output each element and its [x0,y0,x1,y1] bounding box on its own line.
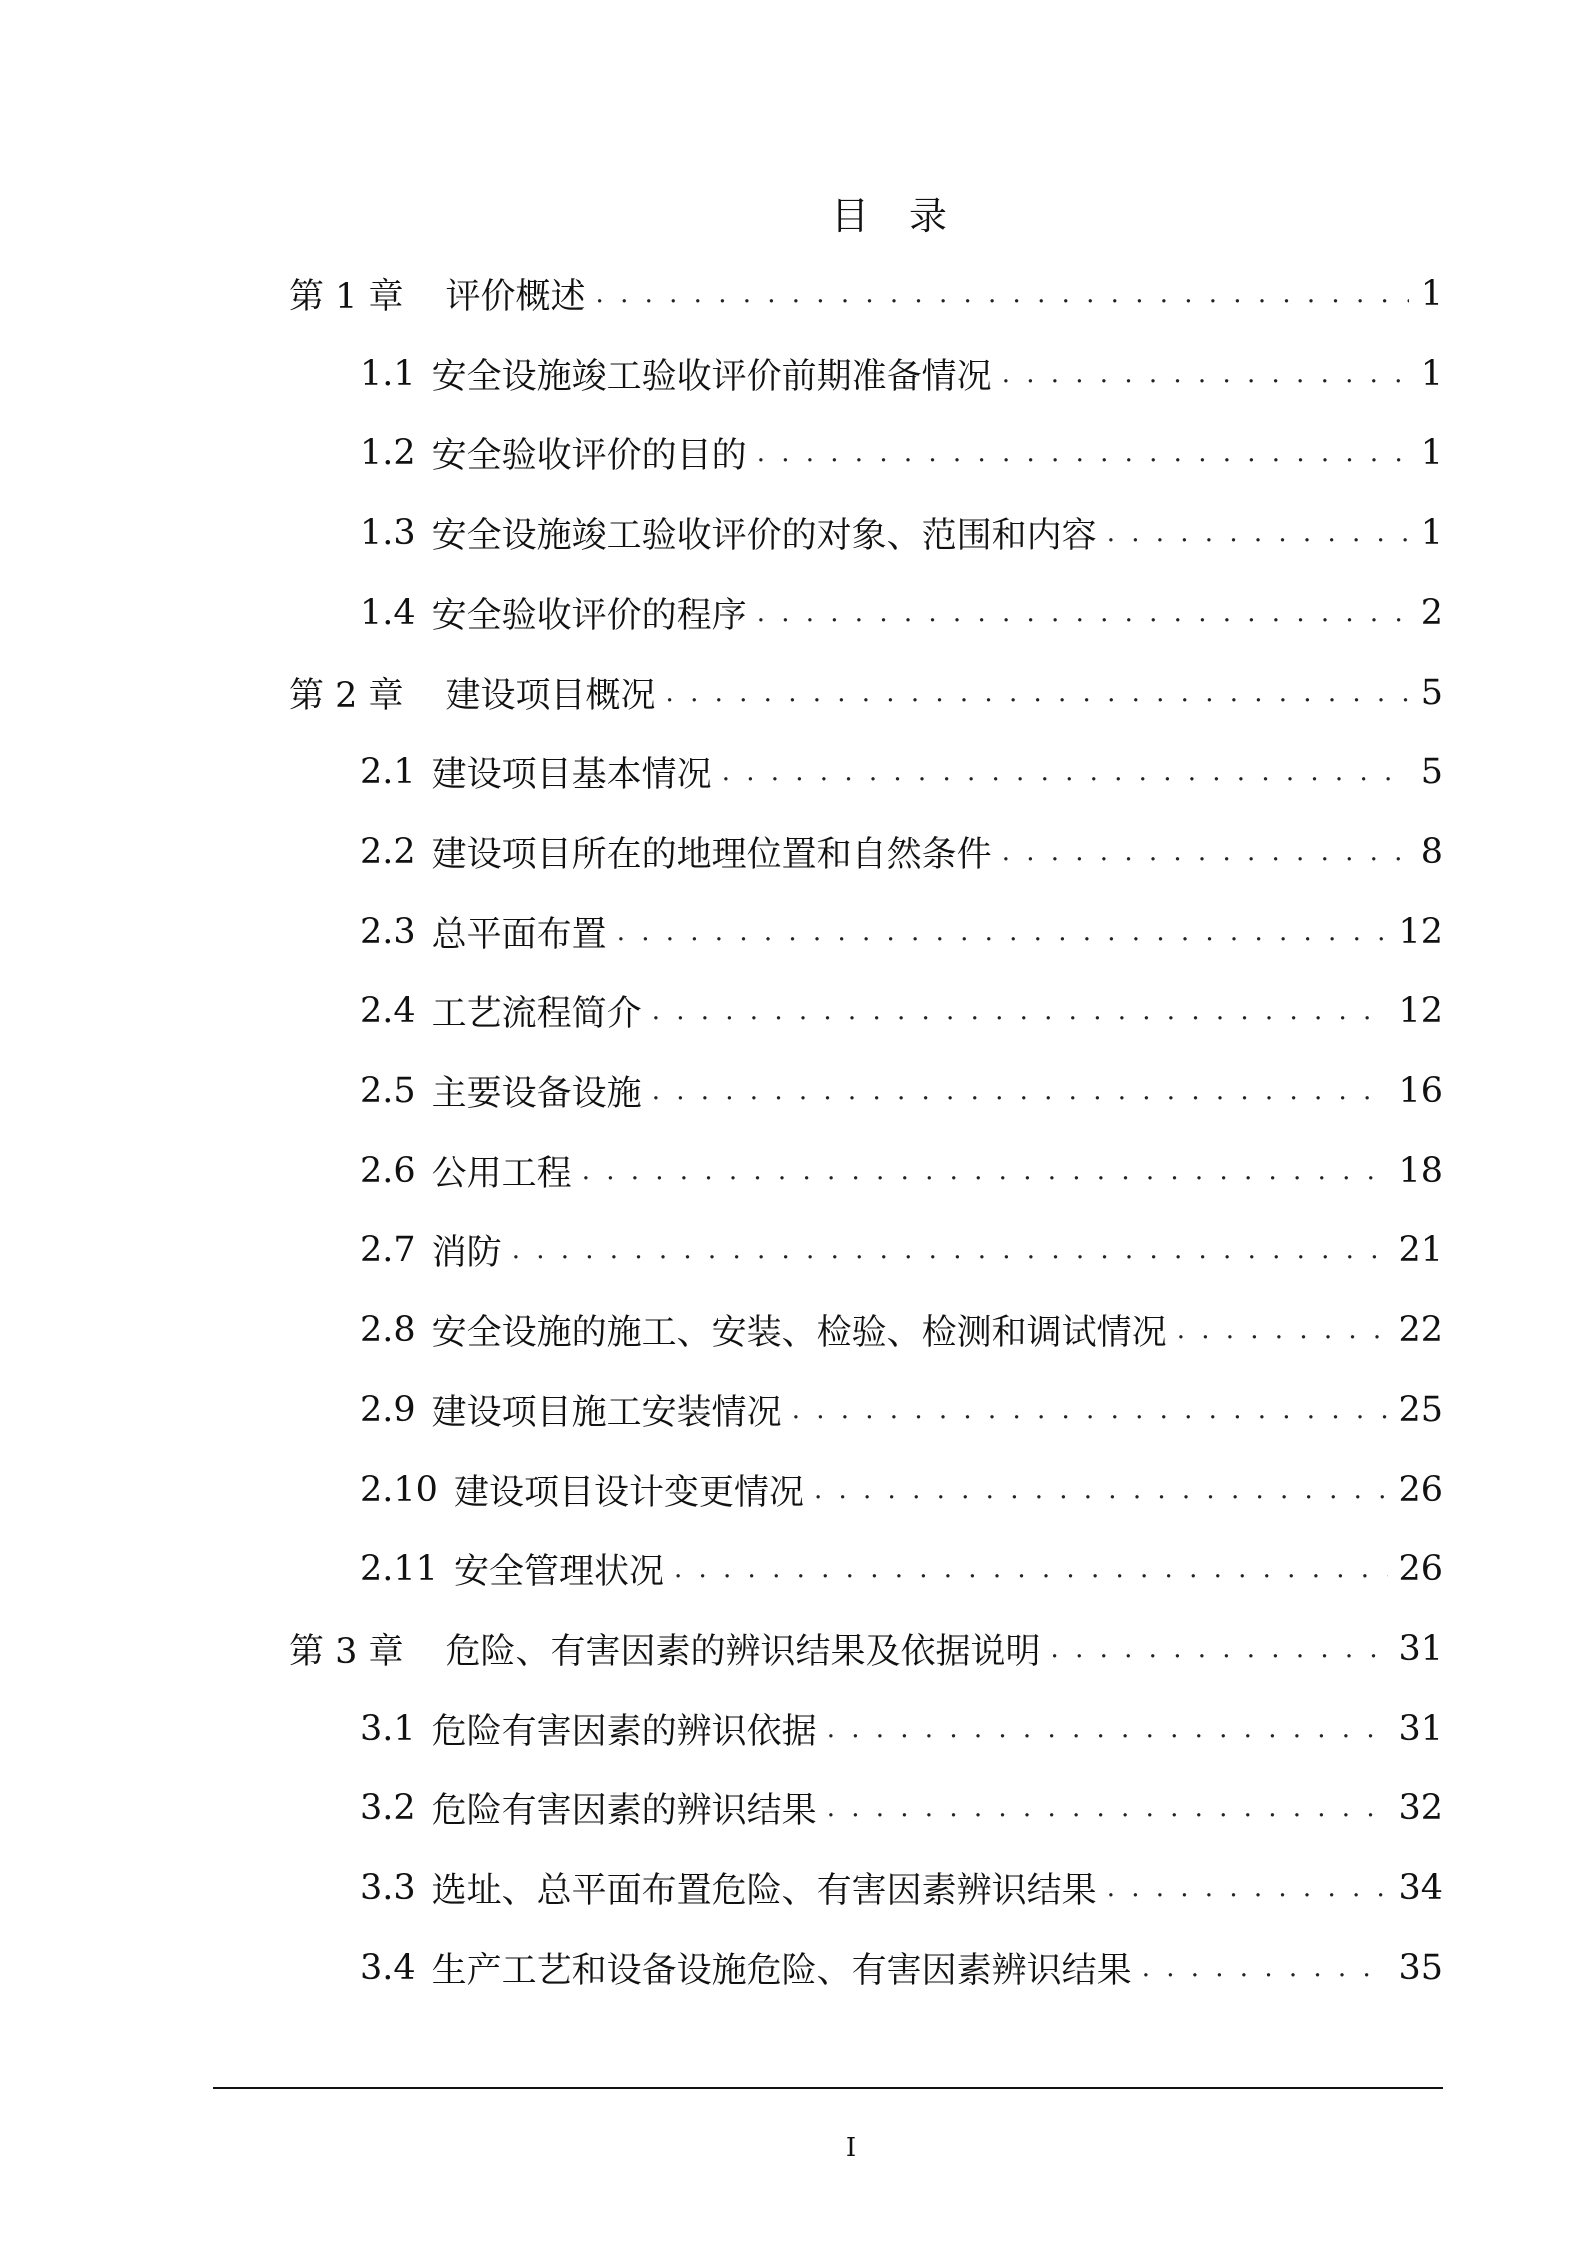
toc-entry-page: 31 [1398,1708,1443,1749]
toc-entry-page: 2 [1420,592,1443,633]
toc-entry-page: 18 [1398,1150,1443,1191]
toc-entry-title: 主要设备设施 [431,1074,642,1114]
toc-entry[interactable] [289,1619,1443,1679]
toc-entry-page: 31 [1398,1628,1443,1669]
toc-entry[interactable] [360,1220,1443,1280]
toc-entry[interactable] [360,822,1443,882]
toc-entry[interactable] [289,663,1443,723]
toc-entry-title: 安全管理状况 [453,1552,664,1593]
toc-entry-title: 安全验收评价的程序 [431,595,747,636]
toc-entry-title: 工艺流程简介 [431,994,642,1035]
toc-entry[interactable] [360,1699,1443,1759]
toc-entry-number: 1.3 [360,513,416,554]
toc-dot-leader [1107,503,1409,563]
toc-entry-title: 建设项目设计变更情况 [453,1472,804,1513]
toc-entry-page: 1 [1420,274,1443,314]
toc-dot-leader [722,742,1409,802]
toc-entry-number: 1.1 [360,353,416,394]
toc-entry-number: 2.4 [360,991,416,1032]
toc-entry-page: 5 [1420,752,1443,793]
toc-entry[interactable] [360,344,1443,404]
toc-entry[interactable] [360,423,1443,483]
toc-dot-leader [827,1699,1389,1759]
toc-entry-number: 2.5 [360,1071,416,1111]
toc-entry[interactable] [360,1858,1443,1918]
toc-entry-number: 3.2 [360,1788,416,1829]
toc-dot-leader [1002,344,1409,404]
toc-entry[interactable] [360,981,1443,1041]
page-title: 目 录 [830,194,962,238]
toc-dot-leader [827,1778,1389,1838]
toc-entry[interactable] [360,742,1443,802]
toc-entry-page: 32 [1398,1788,1443,1829]
toc-entry-page: 34 [1398,1868,1443,1908]
toc-entry-page: 16 [1398,1071,1443,1111]
toc-entry-page: 22 [1398,1310,1443,1351]
toc-entry-page: 1 [1420,513,1443,554]
toc-entry[interactable] [360,1539,1443,1599]
toc-entry-number: 2.6 [360,1150,416,1191]
toc-entry[interactable] [289,264,1443,324]
toc-entry-title: 危险、有害因素的辨识结果及依据说明 [445,1631,1041,1672]
toc-entry-title: 安全设施竣工验收评价的对象、范围和内容 [431,516,1097,557]
toc-entry[interactable] [360,583,1443,643]
toc-entry-page: 25 [1398,1389,1443,1430]
toc-entry-number: 2.10 [360,1469,438,1510]
toc-dot-leader [582,1141,1389,1201]
toc-entry[interactable] [360,1061,1443,1121]
toc-entry[interactable] [360,902,1443,962]
toc-entry-number: 1.4 [360,592,416,633]
toc-entry-number: 3.1 [360,1708,416,1749]
toc-entry-number: 3.4 [360,1947,416,1988]
toc-entry[interactable] [360,1460,1443,1520]
toc-dot-leader [617,902,1389,962]
page-number: I [845,2133,857,2163]
toc-dot-leader [1002,822,1409,882]
toc-entry-number: 2.7 [360,1230,416,1271]
toc-entry-number: 第 1 章 [289,277,404,317]
toc-dot-leader [674,1539,1389,1599]
toc-entry-number: 2.2 [360,831,416,872]
toc-entry-page: 21 [1398,1230,1443,1271]
toc-entry-page: 8 [1420,831,1443,872]
toc-entry-title: 生产工艺和设备设施危险、有害因素辨识结果 [431,1950,1132,1991]
toc-dot-leader [652,1061,1389,1121]
toc-entry-page: 12 [1398,911,1443,952]
toc-entry-page: 1 [1420,433,1443,474]
toc-entry-page: 1 [1420,353,1443,394]
toc-entry-title: 危险有害因素的辨识依据 [431,1711,817,1752]
toc-entry-title: 建设项目基本情况 [431,755,712,796]
toc-dot-leader [1177,1300,1389,1360]
toc-dot-leader [792,1380,1389,1440]
toc-entry-title: 建设项目概况 [445,675,656,716]
toc-entry[interactable] [360,503,1443,563]
toc-entry[interactable] [360,1938,1443,1998]
toc-dot-leader [666,663,1409,723]
toc-entry-number: 2.9 [360,1389,416,1430]
toc-entry[interactable] [360,1300,1443,1360]
toc-entry-title: 安全验收评价的目的 [431,436,747,477]
toc-entry-number: 第 2 章 [289,675,404,716]
toc-entry-page: 26 [1398,1469,1443,1510]
toc-entry-page: 26 [1398,1549,1443,1590]
toc-entry-title: 危险有害因素的辨识结果 [431,1791,817,1832]
toc-dot-leader [757,583,1409,643]
toc-entry-title: 评价概述 [445,277,586,317]
toc-entry-title: 安全设施竣工验收评价前期准备情况 [431,356,992,397]
toc-dot-leader [512,1220,1389,1280]
toc-dot-leader [1051,1619,1389,1679]
toc-entry-title: 选址、总平面布置危险、有害因素辨识结果 [431,1871,1097,1911]
toc-entry-title: 安全设施的施工、安装、检验、检测和调试情况 [431,1313,1167,1354]
toc-entry-page: 5 [1420,672,1443,713]
toc-dot-leader [652,981,1389,1041]
toc-dot-leader [757,423,1409,483]
toc-entry-number: 1.2 [360,433,416,474]
toc-entry-number: 2.3 [360,911,416,952]
footer-divider [213,2087,1443,2089]
toc-entry-number: 2.1 [360,752,416,793]
toc-entry-title: 公用工程 [431,1153,572,1194]
toc-entry-title: 建设项目施工安装情况 [431,1392,782,1433]
toc-dot-leader [814,1460,1389,1520]
toc-entry-number: 3.3 [360,1868,416,1908]
toc-entry[interactable] [360,1778,1443,1838]
toc-entry-page: 12 [1398,991,1443,1032]
toc-entry[interactable] [360,1380,1443,1440]
toc-entry-title: 消防 [431,1233,502,1274]
toc-entry-title: 总平面布置 [431,914,607,955]
toc-dot-leader [596,264,1409,324]
toc-dot-leader [1142,1938,1389,1998]
toc-dot-leader [1107,1858,1389,1918]
toc-entry-number: 2.8 [360,1310,416,1351]
toc-entry-title: 建设项目所在的地理位置和自然条件 [431,834,992,875]
toc-entry[interactable] [360,1141,1443,1201]
toc-entry-number: 第 3 章 [289,1631,404,1672]
toc-entry-number: 2.11 [360,1549,438,1590]
toc-entry-page: 35 [1398,1947,1443,1988]
